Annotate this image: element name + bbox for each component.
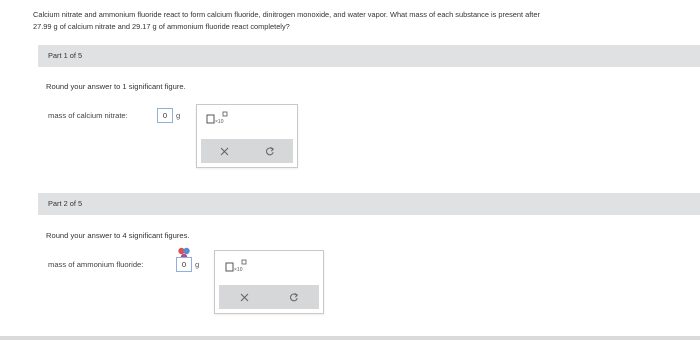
part-1-title: Part 1 of 5 [48,51,83,60]
question-text [33,9,693,33]
part-1-header [38,45,700,67]
part-2-undo-button[interactable] [269,285,319,309]
part-1-unit: g [176,111,181,120]
svg-text:×10: ×10 [215,119,224,125]
close-icon [240,293,249,302]
part-2-instruction: Round your answer to 4 significant figures. [46,231,190,240]
part-2-body [38,215,700,333]
ammonium-fluoride-mass-input[interactable]: 0 [176,257,192,272]
question-line-2: 27.99 g of calcium nitrate and 29.17 g of ammonium fluoride react completely? [33,22,290,31]
part-2-header [38,193,700,215]
part-1-field-label: mass of calcium nitrate: [48,111,128,120]
scientific-notation-icon[interactable] [206,111,228,125]
part-1-body [38,67,700,185]
undo-icon [289,292,299,302]
question-line-1: Calcium nitrate and ammonium fluoride react to form calcium fluoride, dinitrogen monoxide, and water vapor. What mass of each substance is present after [33,10,540,19]
bottom-divider [0,336,700,340]
part-2-field-label: mass of ammonium fluoride: [48,260,144,269]
part-2-unit: g [195,260,200,269]
svg-text:×10: ×10 [234,267,243,273]
part-1-instruction: Round your answer to 1 significant figure. [46,82,186,91]
part-1-tool-panel [196,104,298,168]
part-2-clear-button[interactable] [219,285,269,309]
close-icon [220,147,229,156]
part-1-tool-bar [201,139,293,163]
undo-icon [265,146,275,156]
part-1-clear-button[interactable] [201,139,247,163]
part-2-tool-panel [214,250,324,314]
scientific-notation-icon[interactable] [225,259,247,273]
part-1-undo-button[interactable] [247,139,293,163]
part-2-title: Part 2 of 5 [48,199,83,208]
part-2-tool-bar [219,285,319,309]
calcium-nitrate-mass-input[interactable]: 0 [157,108,173,123]
